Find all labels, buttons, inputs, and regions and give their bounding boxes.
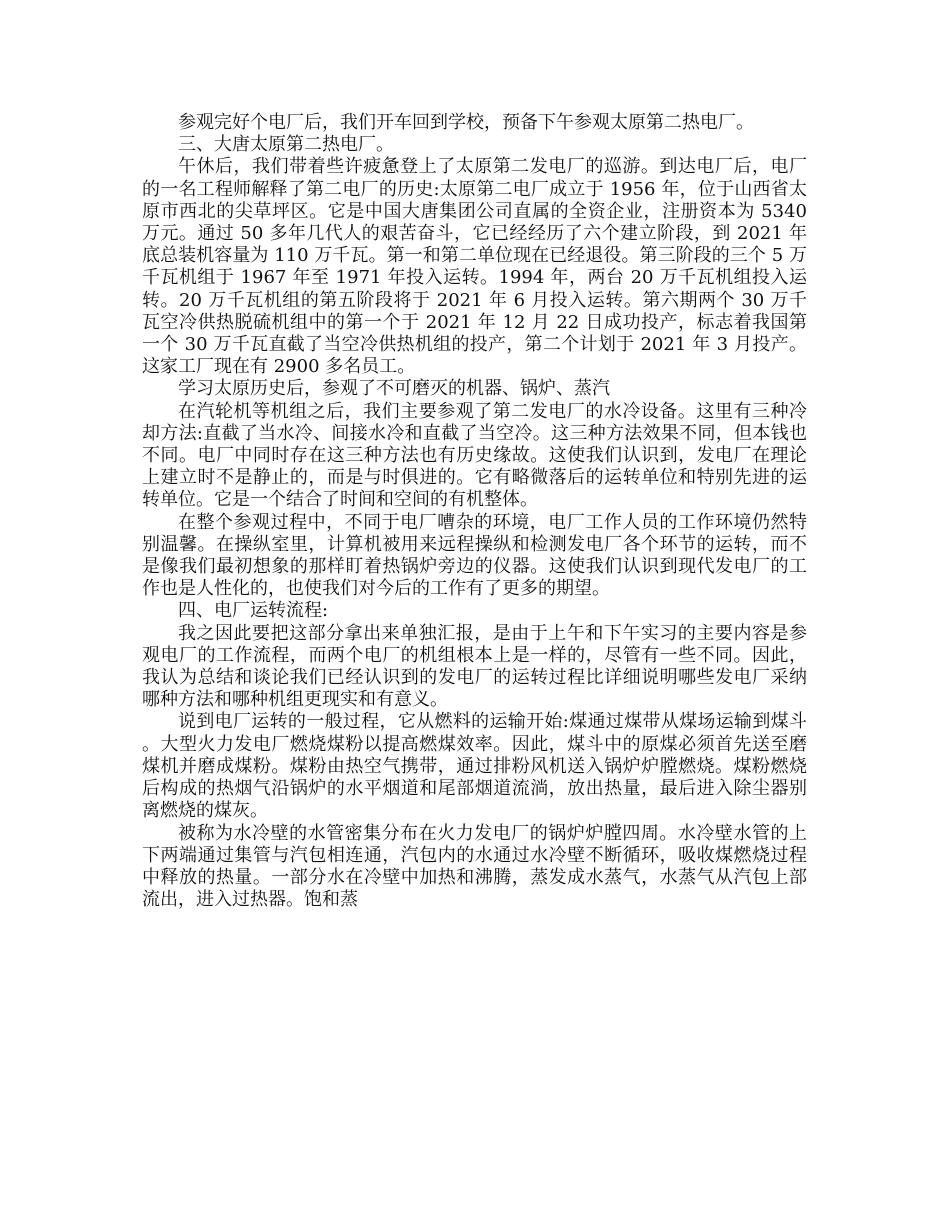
paragraph-report-reason: 我之因此要把这部分拿出来单独汇报，是由于上午和下午实习的主要内容是参观电厂的工作流程，而两个电厂的机组根本上是一样的，尽管有一些不同。因此，我认为总结和谈论我们已经认识到的发电厂的运转过程比详细说明哪些发电厂采纳哪种方法和哪种机组更现实和有意义。 [142,622,807,711]
paragraph-visit-return: 参观完好个电厂后，我们开车回到学校，预备下午参观太原第二热电厂。 [178,112,754,133]
section-heading-3: 三、大唐太原第二热电厂。 [178,134,394,156]
paragraph-fuel-process: 说到电厂运转的一般过程，它从燃料的运输开始:煤通过煤带从煤场运输到煤斗。大型火力发电厂燃烧煤粉以提高燃煤效率。因此，煤斗中的原煤必须首先送至磨煤机并磨成煤粉。煤粉由热空气携带，通过排粉风机送入锅炉炉膛燃烧。煤粉燃烧后构成的热烟气沿锅炉的水平烟道和尾部烟道流淌，放出热量，最后进入除尘器别离燃烧的煤灰。 [142,711,807,822]
document-body [142,112,807,911]
paragraph-cooling-methods: 在汽轮机等机组之后，我们主要参观了第二发电厂的水冷设备。这里有三种冷却方法:直截了当水冷、间接水冷和直截了当空冷。这三种方法效果不同，但本钱也不同。电厂中同时存在这三种方法也有历史缘故。这使我们认识到，发电厂在理论上建立时不是静止的，而是与时俱进的。它有略微落后的运转单位和特别先进的运转单位。它是一个结合了时间和空间的有机整体。 [142,400,807,511]
section-heading-4: 四、电厂运转流程: [178,600,329,622]
paragraph-plant-history: 午休后，我们带着些许疲惫登上了太原第二发电厂的巡游。到达电厂后，电厂的一名工程师解释了第二电厂的历史:太原第二电厂成立于 1956 年，位于山西省太原市西北的尖草坪区。它是中国大唐集团公司直属的全资企业，注册资本为 5340 万元。通过 50 多年几代人的艰苦奋斗，它已经经历了六个建立阶段，到 2021 年底总装机容量为 110 万千瓦。第一和第二单位现在已经退役。第三阶段的三个 5 万千瓦机组于 1967 年至 1971 年投入运转。1994 年，两台 20 万千瓦机组投入运转。20 万千瓦机组的第五阶段将于 2021 年 6 月投入运转。第六期两个 30 万千瓦空冷供热脱硫机组中的第一个于 2021 年 12 月 22 日成功投产，标志着我国第一个 30 万千瓦直截了当空冷供热机组的投产，第二个计划于 2021 年 3 月投产。这家工厂现在有 2900 多名员工。 [142,156,807,378]
paragraph-control-room: 在整个参观过程中，不同于电厂嘈杂的环境，电厂工作人员的工作环境仍然特别温馨。在操纵室里，计算机被用来远程操纵和检测发电厂各个环节的运转，而不是像我们最初想象的那样盯着热锅炉旁边的仪器。这使我们认识到现代发电厂的工作也是人性化的，也使我们对今后的工作有了更多的期望。 [142,511,807,600]
paragraph-water-wall: 被称为水冷壁的水管密集分布在火力发电厂的锅炉炉膛四周。水冷壁水管的上下两端通过集管与汽包相连通，汽包内的水通过水冷壁不断循环，吸收煤燃烧过程中释放的热量。一部分水在冷壁中加热和沸腾，蒸发成水蒸气，水蒸气从汽包上部流出，进入过热器。饱和蒸 [142,822,807,911]
paragraph-equipment-visit: 学习太原历史后，参观了不可磨灭的机器、锅炉、蒸汽 [178,378,610,400]
